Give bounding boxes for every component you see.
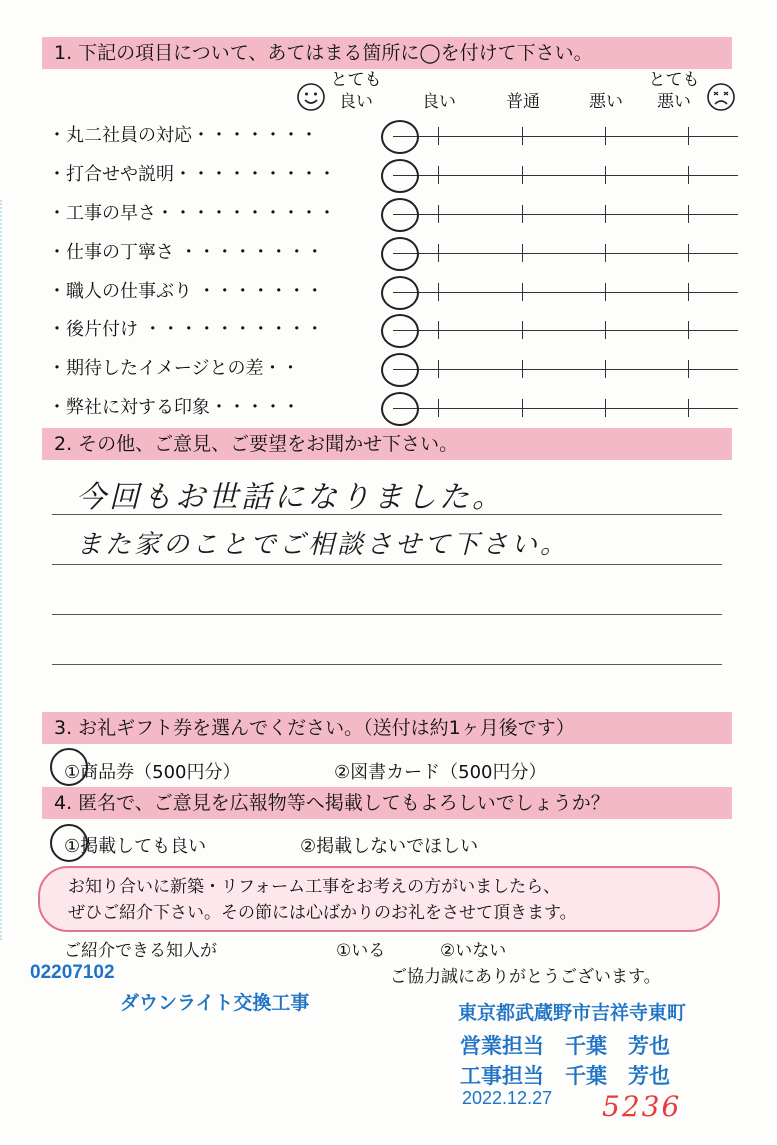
referral-option-no[interactable]: ②いない	[440, 941, 507, 961]
selected-circle-mark[interactable]	[381, 237, 419, 271]
handwritten-comment-line-2: また家のことでご相談させて下さい。	[76, 530, 570, 560]
rating-row	[48, 357, 748, 395]
rating-row	[48, 318, 748, 356]
row-label: ・丸二社員の対応・・・・・・・	[48, 125, 318, 146]
thanks-message: ご協力誠にありがとうございます。	[390, 967, 661, 987]
tick-bad	[605, 399, 606, 417]
scale-line	[393, 369, 738, 370]
tick-bad	[605, 244, 606, 262]
tick-very-bad	[688, 205, 689, 223]
tick-good	[438, 399, 439, 417]
selected-option-circle	[50, 824, 88, 862]
scale-label-very-bad-bottom: 悪い	[657, 92, 691, 112]
tick-good	[438, 127, 439, 145]
tick-good	[438, 244, 439, 262]
row-label: ・仕事の丁寧さ ・・・・・・・・	[48, 242, 324, 263]
date: 2022.12.27	[462, 1088, 553, 1108]
scale-label-good: 良い	[422, 92, 456, 112]
rating-scale-labels	[0, 70, 777, 120]
tick-very-bad	[688, 244, 689, 262]
scale-label-normal: 普通	[506, 92, 540, 112]
scale-label-very-good-top: とても	[330, 70, 382, 90]
tick-bad	[605, 205, 606, 223]
selected-circle-mark[interactable]	[381, 392, 419, 426]
referral-label: ご紹介できる知人が	[64, 941, 217, 961]
comment-area[interactable]	[52, 470, 722, 670]
scale-label-bad: 悪い	[589, 92, 623, 112]
tick-very-bad	[688, 321, 689, 339]
row-label: ・弊社に対する印象・・・・・	[48, 397, 300, 418]
address: 東京都武蔵野市吉祥寺東町	[458, 1003, 687, 1024]
tick-normal	[522, 166, 523, 184]
tick-normal	[522, 360, 523, 378]
tick-good	[438, 283, 439, 301]
tick-bad	[605, 321, 606, 339]
rating-row	[48, 241, 748, 279]
section2-header: 2. その他、ご意見、ご要望をお聞かせ下さい。	[42, 428, 732, 460]
edge-bleed-marks	[0, 200, 12, 940]
row-label: ・打合せや説明・・・・・・・・・	[48, 164, 336, 185]
section1-header: 1. 下記の項目について、あてはまる箇所に◯を付けて下さい。	[42, 37, 732, 69]
section4-header: 4. 匿名で、ご意見を広報物等へ掲載してもよろしいでしょうか？	[42, 787, 732, 819]
ruled-line	[52, 564, 722, 565]
scale-line	[393, 292, 738, 293]
scale-line	[393, 214, 738, 215]
gift-option-merchandise[interactable]: ①商品券（500円分）	[64, 762, 241, 783]
rating-row	[48, 163, 748, 201]
ruled-line	[52, 664, 722, 665]
scale-line	[393, 330, 738, 331]
referral-option-yes[interactable]: ①いる	[336, 941, 386, 961]
scale-line	[393, 175, 738, 176]
ruled-line	[52, 514, 722, 515]
section3-header: 3. お礼ギフト券を選んでください。（送付は約1ヶ月後です）	[42, 712, 732, 744]
ruled-line	[52, 614, 722, 615]
tick-good	[438, 321, 439, 339]
project-name: ダウンライト交換工事	[120, 993, 310, 1014]
publish-option-no[interactable]: ②掲載しないでほしい	[300, 836, 479, 857]
smile-face-icon	[296, 82, 326, 112]
tick-very-bad	[688, 399, 689, 417]
tick-good	[438, 205, 439, 223]
publish-option-yes[interactable]: ①掲載しても良い	[64, 836, 207, 857]
selected-circle-mark[interactable]	[381, 120, 419, 154]
selected-circle-mark[interactable]	[381, 159, 419, 193]
tick-bad	[605, 127, 606, 145]
selected-circle-mark[interactable]	[381, 198, 419, 232]
scale-line	[393, 408, 738, 409]
tick-bad	[605, 166, 606, 184]
selected-circle-mark[interactable]	[381, 276, 419, 310]
notice-line-1: お知り合いに新築・リフォーム工事をお考えの方がいましたら、	[68, 877, 561, 897]
row-label: ・職人の仕事ぶり ・・・・・・・	[48, 281, 324, 302]
tick-bad	[605, 360, 606, 378]
tick-normal	[522, 127, 523, 145]
tick-normal	[522, 283, 523, 301]
selected-option-circle	[50, 748, 88, 786]
handwritten-comment-line-1: 今回もお世話になりました。	[76, 480, 505, 515]
scale-line	[393, 253, 738, 254]
customer-id: 02207102	[30, 962, 115, 983]
scale-label-very-good-bottom: 良い	[339, 92, 373, 112]
tick-very-bad	[688, 127, 689, 145]
tick-normal	[522, 399, 523, 417]
selected-circle-mark[interactable]	[381, 314, 419, 348]
tick-normal	[522, 205, 523, 223]
tick-good	[438, 166, 439, 184]
rating-row	[48, 280, 748, 318]
tick-very-bad	[688, 283, 689, 301]
scale-line	[393, 136, 738, 137]
rating-row	[48, 124, 748, 162]
gift-option-book-card[interactable]: ②図書カード（500円分）	[334, 762, 547, 783]
sales-rep: 営業担当 千葉 芳也	[460, 1035, 670, 1058]
selected-circle-mark[interactable]	[381, 353, 419, 387]
handwritten-number: 5236	[602, 1090, 682, 1123]
scale-label-very-bad-top: とても	[648, 70, 700, 90]
tick-normal	[522, 321, 523, 339]
construction-rep: 工事担当 千葉 芳也	[460, 1065, 670, 1088]
tick-normal	[522, 244, 523, 262]
tick-good	[438, 360, 439, 378]
referral-notice-box	[38, 866, 720, 932]
row-label: ・期待したイメージとの差・・	[48, 358, 300, 379]
notice-line-2: ぜひご紹介下さい。その節には心ばかりのお礼をさせて頂きます。	[68, 903, 577, 923]
tick-very-bad	[688, 360, 689, 378]
tick-very-bad	[688, 166, 689, 184]
rating-row	[48, 202, 748, 240]
row-label: ・後片付け ・・・・・・・・・・	[48, 319, 324, 340]
tick-bad	[605, 283, 606, 301]
frown-face-icon	[706, 82, 736, 112]
row-label: ・工事の早さ・・・・・・・・・・	[48, 203, 336, 224]
